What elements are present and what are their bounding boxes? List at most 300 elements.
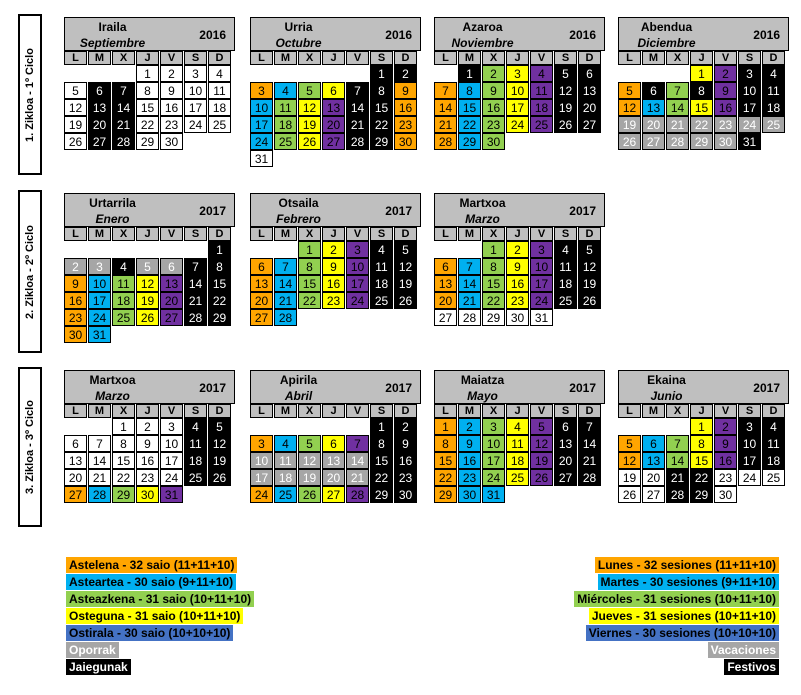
empty-cell xyxy=(274,241,297,258)
day-cell: 10 xyxy=(506,82,529,99)
weekday-header: J xyxy=(690,404,713,418)
legend-item: Astearteа - 30 saio (9+11+10) xyxy=(66,574,236,590)
empty-cell xyxy=(184,133,207,150)
weekday-header: S xyxy=(370,51,393,65)
day-cell: 4 xyxy=(370,241,393,258)
day-cell: 3 xyxy=(506,65,529,82)
weekday-header: J xyxy=(506,404,529,418)
day-cell: 27 xyxy=(578,116,601,133)
weekday-header: S xyxy=(184,51,207,65)
day-cell: 25 xyxy=(506,469,529,486)
weekday-header: D xyxy=(208,404,231,418)
empty-cell xyxy=(578,309,601,326)
day-cell: 13 xyxy=(642,99,665,116)
empty-cell xyxy=(578,133,601,150)
weekday-header: X xyxy=(666,404,689,418)
weekday-header: L xyxy=(250,227,273,241)
day-cell: 24 xyxy=(346,292,369,309)
week-row xyxy=(434,452,605,469)
empty-cell xyxy=(250,241,273,258)
day-cell: 3 xyxy=(184,65,207,82)
weekday-header: S xyxy=(554,404,577,418)
month-calendar xyxy=(64,193,235,343)
day-cell: 19 xyxy=(298,116,321,133)
day-cell: 26 xyxy=(136,309,159,326)
day-cell: 20 xyxy=(64,469,87,486)
weekday-header: D xyxy=(394,404,417,418)
day-cell: 2 xyxy=(136,418,159,435)
day-cell: 8 xyxy=(136,82,159,99)
week-row xyxy=(434,258,605,275)
day-cell: 12 xyxy=(298,452,321,469)
day-cell: 14 xyxy=(458,275,481,292)
day-cell: 27 xyxy=(322,486,345,503)
day-cell: 19 xyxy=(530,452,553,469)
weekday-header: J xyxy=(136,404,159,418)
week-row xyxy=(618,82,789,99)
day-cell: 24 xyxy=(738,469,761,486)
day-cell: 15 xyxy=(690,99,713,116)
day-cell: 9 xyxy=(394,82,417,99)
month-name-spanish: Diciembre xyxy=(637,36,696,50)
day-cell: 9 xyxy=(458,435,481,452)
empty-cell xyxy=(762,133,785,150)
day-cell: 14 xyxy=(666,99,689,116)
day-cell: 13 xyxy=(250,275,273,292)
month-calendar xyxy=(64,17,235,150)
day-cell: 21 xyxy=(346,116,369,133)
day-cell: 22 xyxy=(690,116,713,133)
day-cell: 14 xyxy=(346,99,369,116)
day-cell: 7 xyxy=(666,435,689,452)
weekday-header: L xyxy=(64,227,87,241)
day-cell: 10 xyxy=(530,258,553,275)
day-cell: 25 xyxy=(274,486,297,503)
day-cell: 1 xyxy=(112,418,135,435)
day-cell: 14 xyxy=(578,435,601,452)
day-cell: 1 xyxy=(370,65,393,82)
day-cell: 11 xyxy=(274,99,297,116)
day-cell: 14 xyxy=(666,452,689,469)
day-cell: 26 xyxy=(554,116,577,133)
day-cell: 29 xyxy=(370,486,393,503)
day-cell: 26 xyxy=(64,133,87,150)
weekday-header: M xyxy=(274,227,297,241)
day-cell: 17 xyxy=(346,275,369,292)
day-cell: 17 xyxy=(506,99,529,116)
day-cell: 22 xyxy=(434,469,457,486)
day-cell: 26 xyxy=(530,469,553,486)
month-name-spanish: Septiembre xyxy=(79,36,146,50)
day-cell: 10 xyxy=(482,435,505,452)
weekday-header: M xyxy=(88,404,111,418)
month-name-spanish: Enero xyxy=(95,212,130,226)
day-cell: 17 xyxy=(530,275,553,292)
weekday-header: D xyxy=(394,51,417,65)
month-year: 2017 xyxy=(199,204,226,218)
day-cell: 15 xyxy=(112,452,135,469)
empty-cell xyxy=(160,241,183,258)
empty-cell xyxy=(642,418,665,435)
day-cell: 30 xyxy=(394,486,417,503)
weekday-header: M xyxy=(458,404,481,418)
day-cell: 28 xyxy=(112,133,135,150)
day-cell: 15 xyxy=(298,275,321,292)
weekday-header: M xyxy=(642,404,665,418)
day-cell: 21 xyxy=(666,469,689,486)
day-cell: 6 xyxy=(642,82,665,99)
weekday-header: J xyxy=(322,51,345,65)
day-cell: 9 xyxy=(714,82,737,99)
day-cell: 26 xyxy=(394,292,417,309)
month-year: 2017 xyxy=(569,204,596,218)
weekday-header: M xyxy=(274,404,297,418)
day-cell: 21 xyxy=(434,116,457,133)
day-cell: 4 xyxy=(506,418,529,435)
cycle-label-text: 1. Zikloa - 1º Ciclo xyxy=(24,47,36,142)
week-row xyxy=(250,82,421,99)
weekday-header: J xyxy=(506,51,529,65)
day-cell: 1 xyxy=(690,65,713,82)
week-row xyxy=(434,486,605,503)
week-row xyxy=(434,82,605,99)
week-row xyxy=(434,65,605,82)
empty-cell xyxy=(666,65,689,82)
month-header xyxy=(434,370,605,404)
day-cell: 15 xyxy=(370,99,393,116)
day-cell: 28 xyxy=(274,309,297,326)
day-cell: 13 xyxy=(322,452,345,469)
week-row xyxy=(250,65,421,82)
day-cell: 30 xyxy=(136,486,159,503)
empty-cell xyxy=(394,150,417,167)
week-row xyxy=(434,469,605,486)
week-row xyxy=(64,258,235,275)
day-cell: 9 xyxy=(482,82,505,99)
day-cell: 5 xyxy=(618,82,641,99)
empty-cell xyxy=(458,241,481,258)
empty-cell xyxy=(554,133,577,150)
empty-cell xyxy=(112,65,135,82)
day-cell: 20 xyxy=(88,116,111,133)
empty-cell xyxy=(64,65,87,82)
empty-cell xyxy=(274,418,297,435)
day-cell: 7 xyxy=(434,82,457,99)
weekday-header: J xyxy=(690,51,713,65)
day-cell: 19 xyxy=(298,469,321,486)
day-cell: 22 xyxy=(482,292,505,309)
week-row xyxy=(618,133,789,150)
day-cell: 21 xyxy=(274,292,297,309)
day-cell: 25 xyxy=(208,116,231,133)
day-cell: 19 xyxy=(618,469,641,486)
day-cell: 10 xyxy=(184,82,207,99)
day-cell: 3 xyxy=(346,241,369,258)
day-cell: 17 xyxy=(88,292,111,309)
day-cell: 29 xyxy=(690,133,713,150)
day-cell: 2 xyxy=(506,241,529,258)
weekday-header: S xyxy=(554,51,577,65)
empty-cell xyxy=(506,486,529,503)
day-cell: 13 xyxy=(322,99,345,116)
day-cell: 11 xyxy=(530,82,553,99)
day-cell: 2 xyxy=(714,65,737,82)
day-cell: 12 xyxy=(618,452,641,469)
weekday-header: D xyxy=(394,227,417,241)
day-cell: 18 xyxy=(112,292,135,309)
day-cell: 20 xyxy=(642,116,665,133)
day-cell: 4 xyxy=(762,418,785,435)
empty-cell xyxy=(64,418,87,435)
day-cell: 20 xyxy=(434,292,457,309)
day-cell: 30 xyxy=(64,326,87,343)
weekday-header: V xyxy=(346,51,369,65)
cycle-label-text: 3. Zikloa - 3º Ciclo xyxy=(24,400,36,494)
day-cell: 27 xyxy=(642,133,665,150)
weekday-header: J xyxy=(322,227,345,241)
week-row xyxy=(618,116,789,133)
day-cell: 29 xyxy=(370,133,393,150)
day-cell: 19 xyxy=(208,452,231,469)
week-row xyxy=(64,486,235,503)
weekday-header: S xyxy=(184,227,207,241)
empty-cell xyxy=(434,65,457,82)
day-cell: 17 xyxy=(184,99,207,116)
day-cell: 1 xyxy=(370,418,393,435)
day-cell: 22 xyxy=(136,116,159,133)
empty-cell xyxy=(434,241,457,258)
day-cell: 8 xyxy=(458,82,481,99)
week-row xyxy=(250,452,421,469)
day-cell: 21 xyxy=(184,292,207,309)
day-cell: 6 xyxy=(434,258,457,275)
day-cell: 13 xyxy=(434,275,457,292)
week-row xyxy=(434,99,605,116)
day-cell: 3 xyxy=(738,65,761,82)
week-row xyxy=(64,241,235,258)
cycle-label-2 xyxy=(18,190,42,353)
week-row xyxy=(618,418,789,435)
day-cell: 8 xyxy=(208,258,231,275)
day-cell: 27 xyxy=(554,469,577,486)
day-cell: 24 xyxy=(250,486,273,503)
day-cell: 9 xyxy=(714,435,737,452)
weekday-header: X xyxy=(482,227,505,241)
weekday-header: X xyxy=(298,227,321,241)
day-cell: 3 xyxy=(482,418,505,435)
day-cell: 24 xyxy=(184,116,207,133)
weekday-header: S xyxy=(738,404,761,418)
day-cell: 29 xyxy=(136,133,159,150)
day-cell: 30 xyxy=(714,133,737,150)
legend-item: Osteguna - 31 saio (10+11+10) xyxy=(66,608,243,624)
day-cell: 10 xyxy=(738,82,761,99)
legend-item: Viernes - 30 sesiones (10+10+10) xyxy=(586,625,779,641)
day-cell: 27 xyxy=(64,486,87,503)
week-row xyxy=(64,418,235,435)
day-cell: 26 xyxy=(298,486,321,503)
week-row xyxy=(250,133,421,150)
day-cell: 25 xyxy=(274,133,297,150)
day-cell: 4 xyxy=(762,65,785,82)
day-cell: 28 xyxy=(184,309,207,326)
month-name-spanish: Mayo xyxy=(467,389,498,403)
day-cell: 30 xyxy=(714,486,737,503)
empty-cell xyxy=(346,65,369,82)
day-cell: 8 xyxy=(434,435,457,452)
legend-item: Lunes - 32 sesiones (11+11+10) xyxy=(595,557,779,573)
day-cell: 10 xyxy=(250,99,273,116)
empty-cell xyxy=(762,486,785,503)
weekday-header: D xyxy=(762,51,785,65)
day-cell: 6 xyxy=(322,435,345,452)
month-year: 2016 xyxy=(569,28,596,42)
legend-item: Oporrak xyxy=(66,642,119,658)
day-cell: 11 xyxy=(184,435,207,452)
empty-cell xyxy=(298,150,321,167)
weekday-header: M xyxy=(274,51,297,65)
week-row xyxy=(434,292,605,309)
day-cell: 1 xyxy=(458,65,481,82)
weekday-header: X xyxy=(482,404,505,418)
day-cell: 31 xyxy=(250,150,273,167)
day-cell: 17 xyxy=(250,116,273,133)
week-row xyxy=(64,116,235,133)
day-cell: 8 xyxy=(482,258,505,275)
month-calendar xyxy=(618,17,789,150)
cycle-label-text: 2. Zikloa - 2º Ciclo xyxy=(24,224,36,319)
day-cell: 2 xyxy=(160,65,183,82)
legend-item: Miércoles - 31 sesiones (10+11+10) xyxy=(574,591,779,607)
weekday-header: V xyxy=(160,227,183,241)
weekday-header: L xyxy=(434,227,457,241)
legend-item: Asteazkena - 31 saio (10+11+10) xyxy=(66,591,254,607)
day-cell: 22 xyxy=(690,469,713,486)
day-cell: 4 xyxy=(530,65,553,82)
day-cell: 23 xyxy=(322,292,345,309)
day-cell: 21 xyxy=(458,292,481,309)
day-cell: 2 xyxy=(394,418,417,435)
month-year: 2017 xyxy=(385,204,412,218)
month-header xyxy=(250,193,421,227)
day-cell: 8 xyxy=(690,435,713,452)
day-cell: 10 xyxy=(88,275,111,292)
weekday-header: M xyxy=(642,51,665,65)
day-cell: 14 xyxy=(184,275,207,292)
day-cell: 1 xyxy=(434,418,457,435)
day-cell: 25 xyxy=(762,469,785,486)
weekday-header: L xyxy=(434,51,457,65)
day-cell: 16 xyxy=(714,99,737,116)
day-cell: 29 xyxy=(690,486,713,503)
month-name-basque: Iraila xyxy=(98,20,127,34)
weekday-header: L xyxy=(434,404,457,418)
month-header xyxy=(434,17,605,51)
day-cell: 28 xyxy=(458,309,481,326)
day-cell: 23 xyxy=(714,116,737,133)
month-name-basque: Azaroa xyxy=(462,20,503,34)
week-row xyxy=(250,435,421,452)
week-row xyxy=(434,418,605,435)
day-cell: 8 xyxy=(112,435,135,452)
week-row xyxy=(64,452,235,469)
day-cell: 9 xyxy=(160,82,183,99)
day-cell: 18 xyxy=(530,99,553,116)
day-cell: 31 xyxy=(88,326,111,343)
weekday-header: X xyxy=(112,404,135,418)
weekday-header: X xyxy=(298,404,321,418)
day-cell: 12 xyxy=(618,99,641,116)
month-name-basque: Apirila xyxy=(279,373,318,387)
day-cell: 30 xyxy=(482,133,505,150)
day-cell: 9 xyxy=(506,258,529,275)
day-cell: 20 xyxy=(322,469,345,486)
day-cell: 11 xyxy=(274,452,297,469)
week-row xyxy=(250,258,421,275)
day-cell: 7 xyxy=(458,258,481,275)
empty-cell xyxy=(274,65,297,82)
empty-cell xyxy=(554,486,577,503)
day-cell: 26 xyxy=(298,133,321,150)
week-row xyxy=(618,486,789,503)
weekday-header: M xyxy=(458,227,481,241)
day-cell: 9 xyxy=(394,435,417,452)
day-cell: 24 xyxy=(160,469,183,486)
day-cell: 2 xyxy=(458,418,481,435)
day-cell: 3 xyxy=(160,418,183,435)
day-cell: 13 xyxy=(578,82,601,99)
week-row xyxy=(64,469,235,486)
day-cell: 7 xyxy=(346,435,369,452)
week-row xyxy=(64,309,235,326)
day-cell: 16 xyxy=(160,99,183,116)
day-cell: 5 xyxy=(394,241,417,258)
day-cell: 27 xyxy=(88,133,111,150)
day-cell: 21 xyxy=(666,116,689,133)
day-cell: 16 xyxy=(506,275,529,292)
day-cell: 2 xyxy=(322,241,345,258)
day-cell: 27 xyxy=(250,309,273,326)
legend-item: Jaiegunak xyxy=(66,659,131,675)
day-cell: 18 xyxy=(506,452,529,469)
day-cell: 6 xyxy=(642,435,665,452)
day-cell: 10 xyxy=(160,435,183,452)
month-header xyxy=(250,17,421,51)
empty-cell xyxy=(394,309,417,326)
weekday-header: V xyxy=(530,404,553,418)
legend-item: Jueves - 31 sesiones (10+11+10) xyxy=(589,608,779,624)
day-cell: 16 xyxy=(394,99,417,116)
day-cell: 2 xyxy=(714,418,737,435)
weekday-header: X xyxy=(112,227,135,241)
day-cell: 5 xyxy=(208,418,231,435)
day-cell: 6 xyxy=(250,258,273,275)
day-cell: 14 xyxy=(346,452,369,469)
day-cell: 1 xyxy=(208,241,231,258)
week-row xyxy=(434,435,605,452)
weekday-header: V xyxy=(530,227,553,241)
day-cell: 22 xyxy=(370,116,393,133)
day-cell: 7 xyxy=(112,82,135,99)
weekday-header: D xyxy=(578,404,601,418)
day-cell: 23 xyxy=(160,116,183,133)
day-cell: 8 xyxy=(690,82,713,99)
day-cell: 28 xyxy=(666,486,689,503)
day-cell: 12 xyxy=(554,82,577,99)
month-name-spanish: Junio xyxy=(650,389,683,403)
month-year: 2016 xyxy=(199,28,226,42)
day-cell: 29 xyxy=(112,486,135,503)
